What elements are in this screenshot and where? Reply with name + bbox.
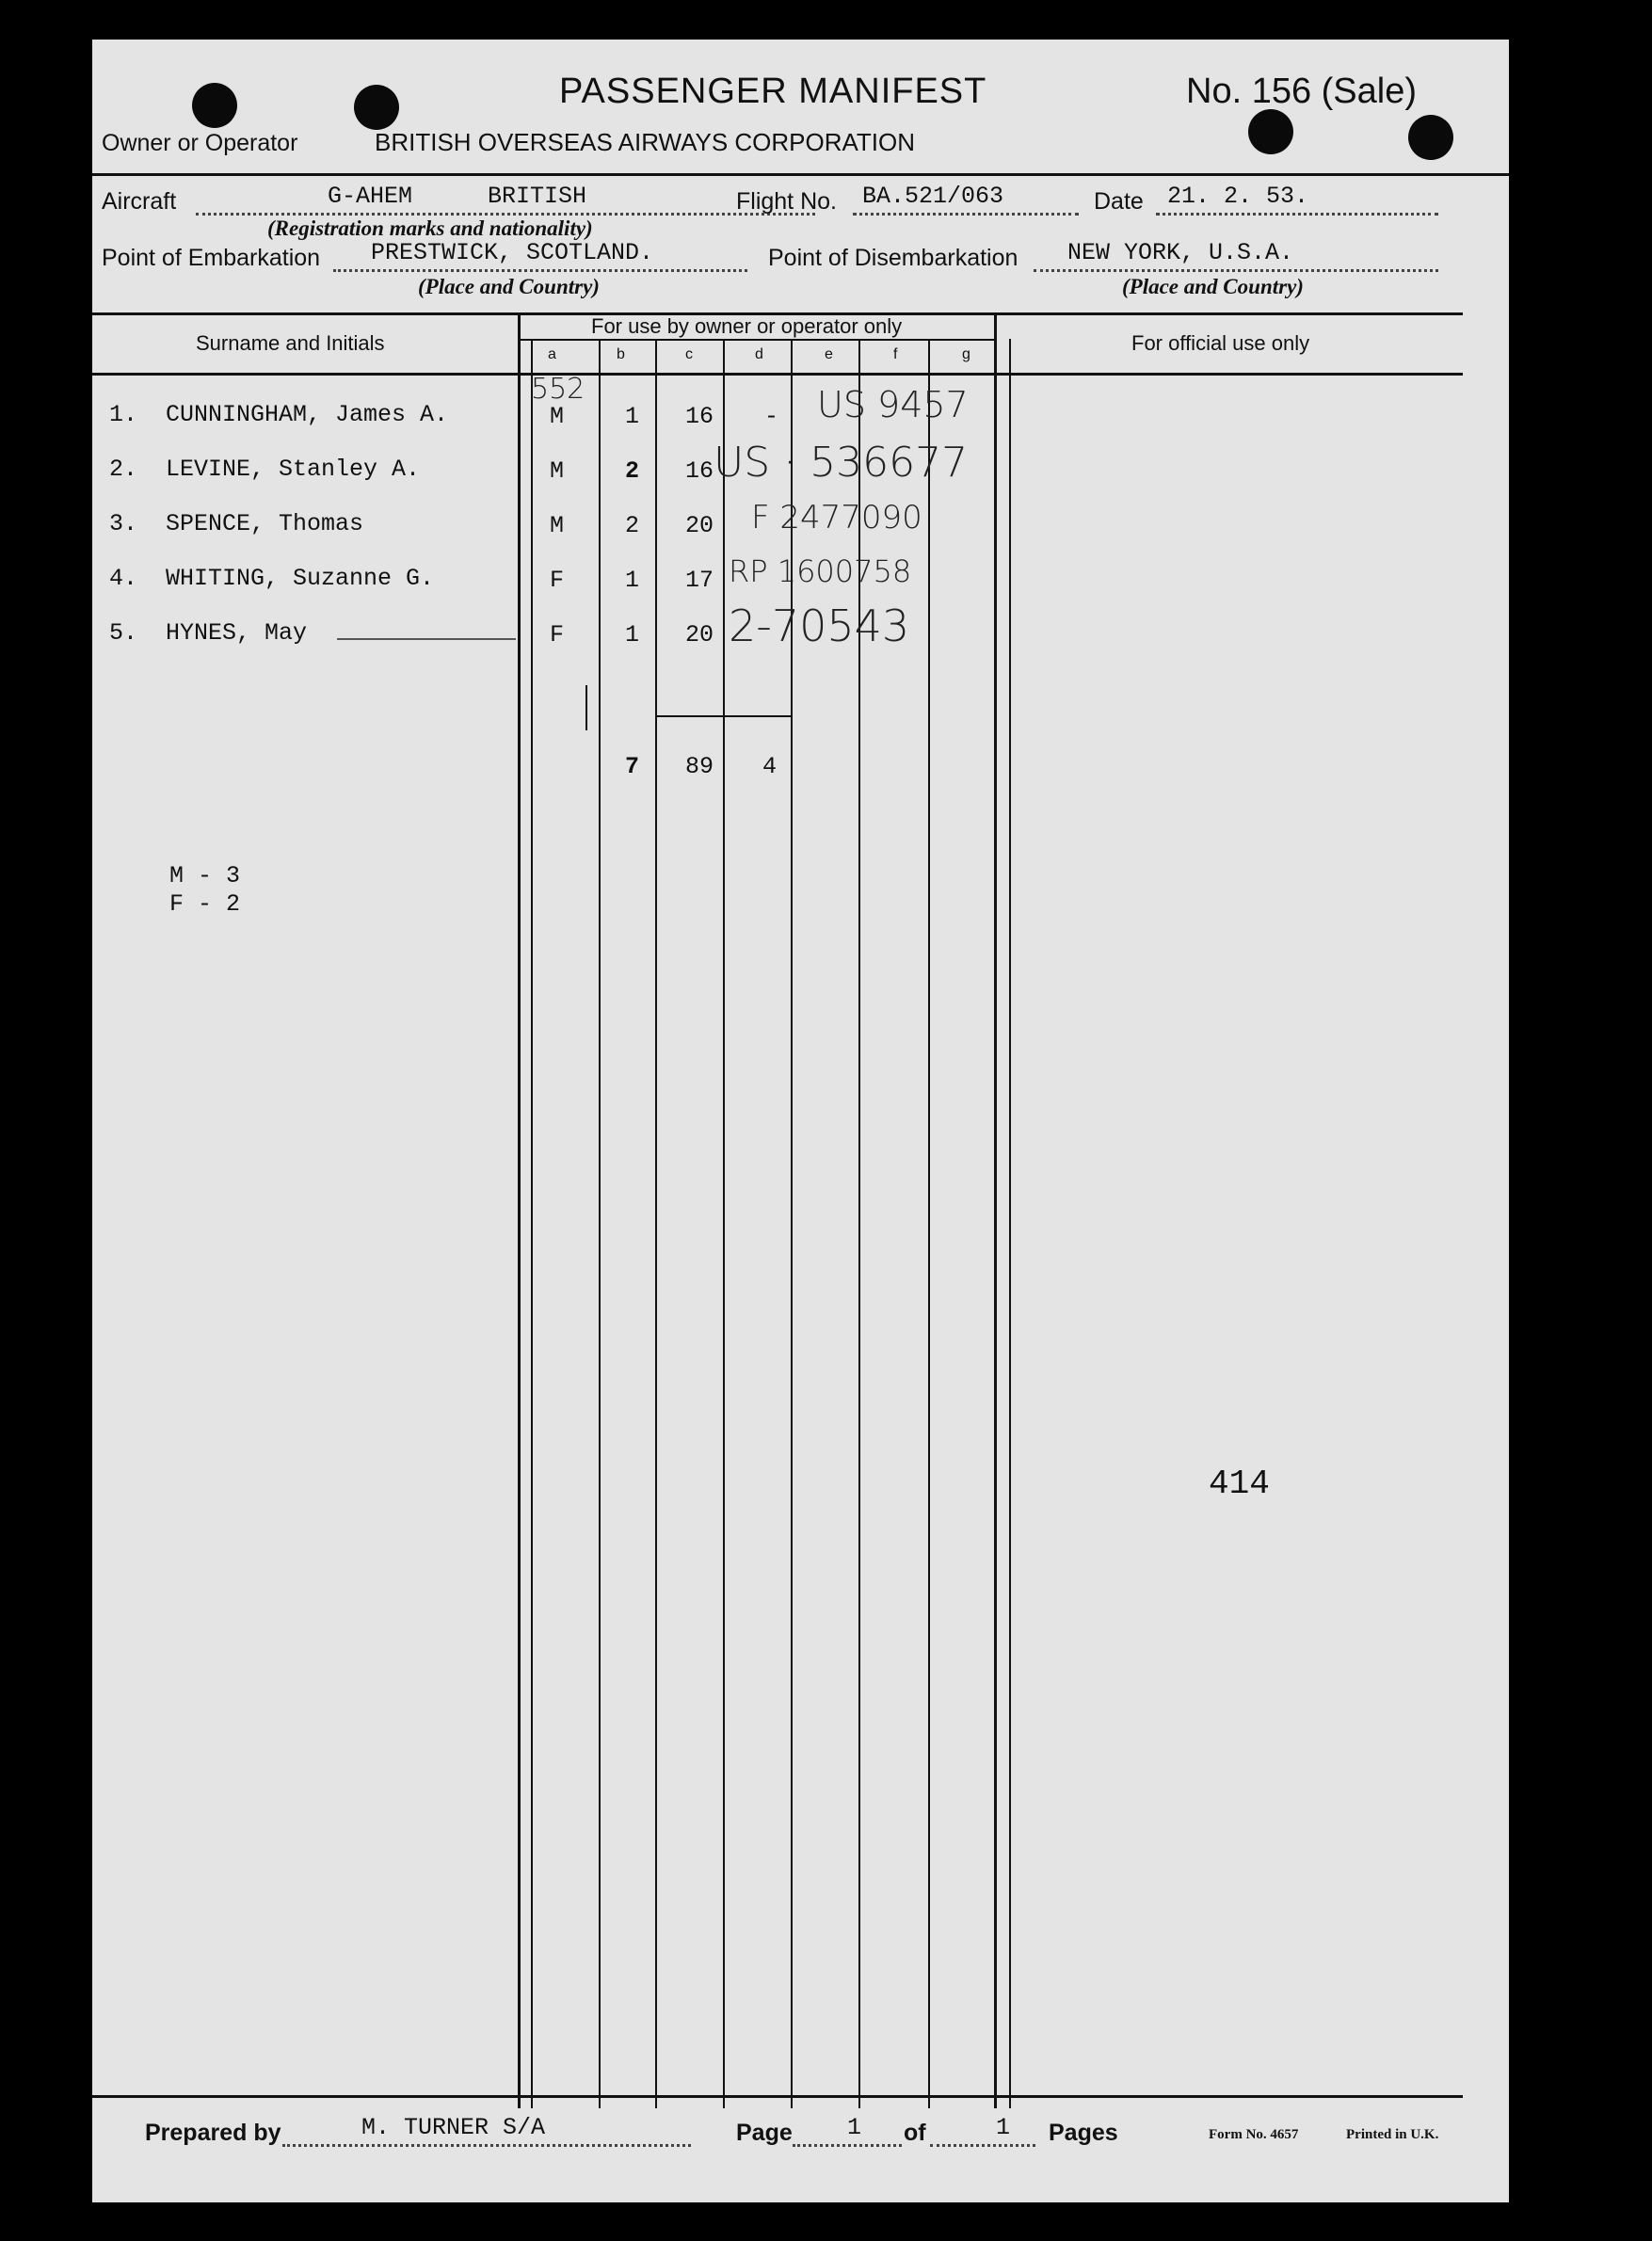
prepared-label: Prepared by bbox=[145, 2120, 281, 2146]
flight-no-value: BA.521/063 bbox=[862, 183, 1004, 210]
pages-label: Pages bbox=[1049, 2120, 1118, 2146]
punch-hole bbox=[354, 85, 399, 130]
of-label: of bbox=[904, 2120, 926, 2146]
row-number: 4. bbox=[109, 565, 138, 592]
official-header: For official use only bbox=[1131, 331, 1310, 355]
column-line bbox=[994, 312, 997, 2108]
cell-b: 2 bbox=[625, 457, 640, 485]
disembarkation-place-note: (Place and Country) bbox=[1122, 275, 1304, 298]
cell-a: M bbox=[550, 512, 565, 539]
column-line bbox=[518, 312, 521, 2108]
prepared-value: M. TURNER S/A bbox=[361, 2114, 546, 2141]
cell-c: 16 bbox=[685, 457, 714, 485]
column-line bbox=[1009, 339, 1011, 2108]
male-count: M - 3 bbox=[169, 862, 241, 889]
col-d-header: d bbox=[755, 346, 763, 362]
passenger-name: HYNES, May bbox=[166, 619, 308, 647]
cell-a: M bbox=[550, 457, 565, 485]
cell-b: 1 bbox=[625, 403, 640, 430]
disembarkation-dots bbox=[1034, 269, 1438, 272]
total-c: 89 bbox=[685, 753, 714, 780]
aircraft-label: Aircraft bbox=[102, 188, 177, 215]
col-f-header: f bbox=[893, 346, 898, 362]
total-b: 7 bbox=[625, 753, 640, 780]
form-title: PASSENGER MANIFEST bbox=[559, 72, 987, 111]
embarkation-value: PRESTWICK, SCOTLAND. bbox=[371, 239, 654, 266]
aircraft-registration: G-AHEM bbox=[328, 183, 413, 210]
totals-bracket bbox=[585, 685, 587, 730]
disembarkation-value: NEW YORK, U.S.A. bbox=[1067, 239, 1294, 266]
col-e-header: e bbox=[825, 346, 833, 362]
cell-a: F bbox=[550, 567, 565, 594]
prepared-dots bbox=[282, 2144, 691, 2147]
header-bottom-rule bbox=[92, 373, 1463, 376]
passenger-name: LEVINE, Stanley A. bbox=[166, 456, 421, 483]
handwritten-passport: F 2477090 bbox=[751, 499, 922, 536]
operator-header-rule bbox=[520, 339, 995, 341]
manifest-sheet bbox=[92, 40, 1509, 2202]
owner-value: BRITISH OVERSEAS AIRWAYS CORPORATION bbox=[375, 128, 916, 156]
cell-b: 1 bbox=[625, 621, 640, 648]
pages-dots bbox=[930, 2144, 1035, 2147]
column-line bbox=[928, 339, 930, 2108]
handwritten-passport: US · 536677 bbox=[714, 439, 969, 487]
embarkation-label: Point of Embarkation bbox=[102, 245, 321, 271]
column-line bbox=[531, 339, 533, 2108]
column-line bbox=[655, 339, 657, 2108]
punch-hole bbox=[192, 83, 237, 128]
punch-hole bbox=[1248, 109, 1293, 154]
passenger-name: SPENCE, Thomas bbox=[166, 510, 364, 537]
aircraft-dots bbox=[196, 213, 815, 216]
totals-rule bbox=[655, 715, 793, 717]
flight-no-dots bbox=[853, 213, 1079, 216]
name-leader-line bbox=[337, 638, 516, 640]
aircraft-nationality: BRITISH bbox=[488, 183, 587, 210]
operator-header: For use by owner or operator only bbox=[591, 314, 903, 338]
flight-no-label: Flight No. bbox=[736, 188, 837, 215]
surname-header: Surname and Initials bbox=[196, 331, 385, 355]
col-a-header: a bbox=[548, 346, 556, 362]
punch-hole bbox=[1408, 115, 1453, 160]
handwritten-passport: 2-70543 bbox=[729, 600, 910, 651]
column-line bbox=[723, 339, 725, 2108]
col-g-header: g bbox=[962, 346, 970, 362]
page-dots bbox=[793, 2144, 902, 2147]
cell-c: 20 bbox=[685, 512, 714, 539]
manifest-number: No. 156 (Sale) bbox=[1186, 72, 1418, 111]
official-number: 414 bbox=[1209, 1465, 1270, 1503]
col-c-header: c bbox=[685, 346, 693, 362]
page-value: 1 bbox=[847, 2114, 862, 2141]
disembarkation-label: Point of Disembarkation bbox=[768, 245, 1018, 271]
header-rule bbox=[92, 173, 1509, 176]
total-d: 4 bbox=[762, 753, 778, 780]
passenger-name: CUNNINGHAM, James A. bbox=[166, 401, 449, 428]
row-number: 2. bbox=[109, 456, 138, 483]
passenger-name: WHITING, Suzanne G. bbox=[166, 565, 435, 592]
embarkation-place-note: (Place and Country) bbox=[418, 275, 600, 298]
cell-a: F bbox=[550, 621, 565, 648]
pages-value: 1 bbox=[996, 2114, 1011, 2141]
printed-in: Printed in U.K. bbox=[1346, 2127, 1439, 2142]
row-number: 5. bbox=[109, 619, 138, 647]
column-line bbox=[599, 339, 601, 2108]
cell-c: 20 bbox=[685, 621, 714, 648]
date-value: 21. 2. 53. bbox=[1167, 183, 1309, 210]
row-number: 1. bbox=[109, 401, 138, 428]
row-number: 3. bbox=[109, 510, 138, 537]
date-dots bbox=[1156, 213, 1438, 216]
footer-rule bbox=[92, 2095, 1463, 2098]
form-number: Form No. 4657 bbox=[1209, 2127, 1299, 2142]
cell-d: - bbox=[764, 403, 779, 430]
cell-b: 1 bbox=[625, 567, 640, 594]
embarkation-dots bbox=[333, 269, 747, 272]
page-label: Page bbox=[736, 2120, 793, 2146]
handwritten-annotation: 552 bbox=[531, 373, 585, 406]
cell-a: M bbox=[550, 403, 565, 430]
handwritten-passport: RP 1600758 bbox=[729, 553, 912, 589]
date-label: Date bbox=[1094, 188, 1144, 215]
registration-note: (Registration marks and nationality) bbox=[267, 216, 593, 240]
cell-c: 16 bbox=[685, 403, 714, 430]
female-count: F - 2 bbox=[169, 890, 241, 918]
cell-b: 2 bbox=[625, 512, 640, 539]
handwritten-passport: US 9457 bbox=[817, 384, 969, 425]
owner-label: Owner or Operator bbox=[102, 130, 298, 156]
cell-c: 17 bbox=[685, 567, 714, 594]
col-b-header: b bbox=[617, 346, 625, 362]
